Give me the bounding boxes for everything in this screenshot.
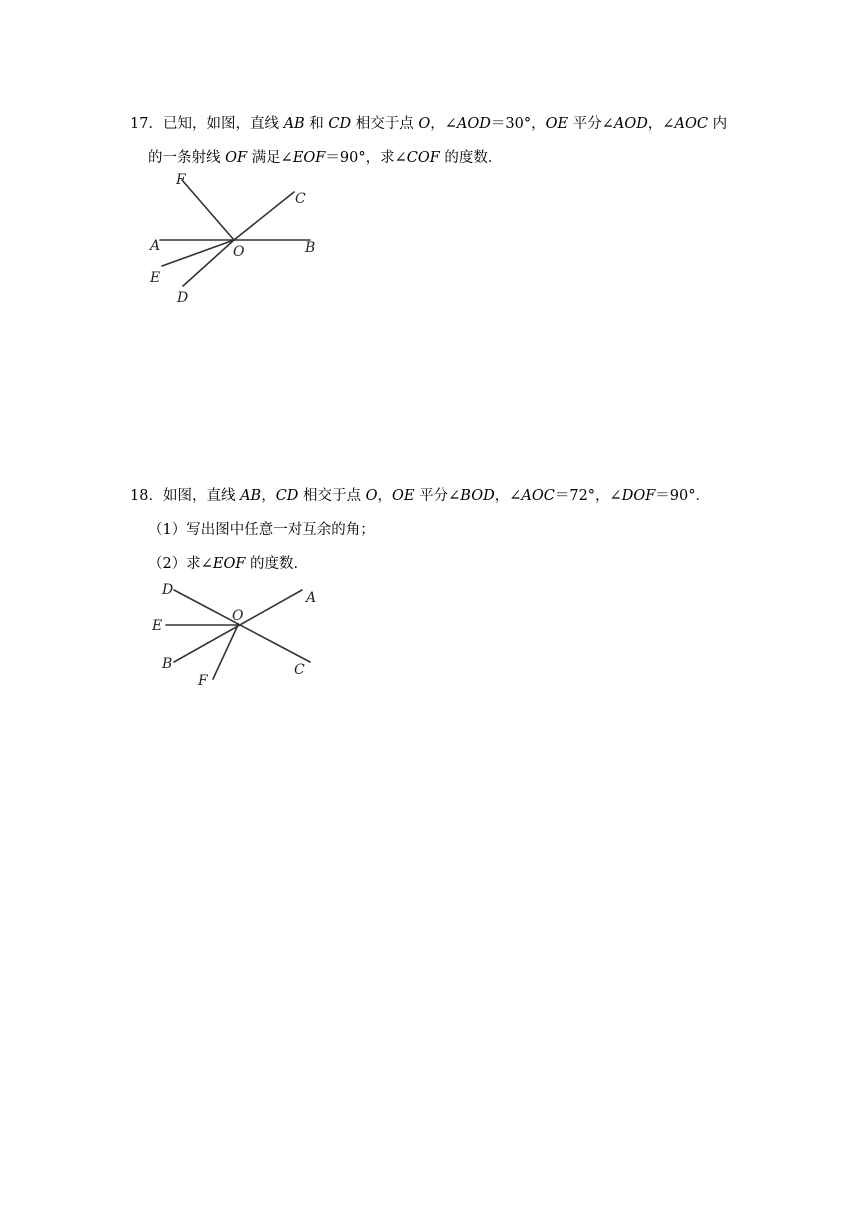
q17-line-OC — [234, 192, 294, 240]
q18-label-A: A — [306, 590, 317, 606]
q18-part2: （2）求∠EOF 的度数． — [148, 556, 309, 572]
q18-figure — [140, 578, 340, 690]
q17-line2: 的一条射线 OF 满足∠EOF＝90°，求∠COF 的度数． — [148, 150, 503, 166]
q18-part1: （1）写出图中任意一对互余的角； — [148, 522, 375, 538]
q17-label-D: D — [177, 290, 189, 306]
q17-line-OD — [183, 240, 234, 286]
q18-label-C: C — [294, 662, 305, 678]
q17-label-C: C — [295, 191, 306, 207]
q17-label-F: F — [176, 172, 186, 188]
q17-label-E: E — [150, 270, 161, 286]
q17-label-O: O — [233, 244, 245, 260]
q18-label-B: B — [162, 656, 173, 672]
q17-label-A: A — [150, 238, 161, 254]
q17-figure — [140, 168, 340, 308]
q18-label-D: D — [162, 582, 174, 598]
q18-label-E: E — [152, 618, 163, 634]
q17-line-OE — [162, 240, 234, 266]
q17-label-B: B — [305, 240, 316, 256]
q17-line1: 17．已知，如图，直线 AB 和 CD 相交于点 O，∠AOD＝30°，OE 平分∠AOD，∠AOC 内 — [130, 116, 728, 132]
q17-line-OF — [182, 180, 234, 240]
q18-label-O: O — [232, 608, 244, 624]
q18-label-F: F — [198, 673, 208, 689]
q18-line1: 18．如图，直线 AB，CD 相交于点 O，OE 平分∠BOD，∠AOC＝72°，∠DOF＝90°． — [130, 488, 710, 504]
